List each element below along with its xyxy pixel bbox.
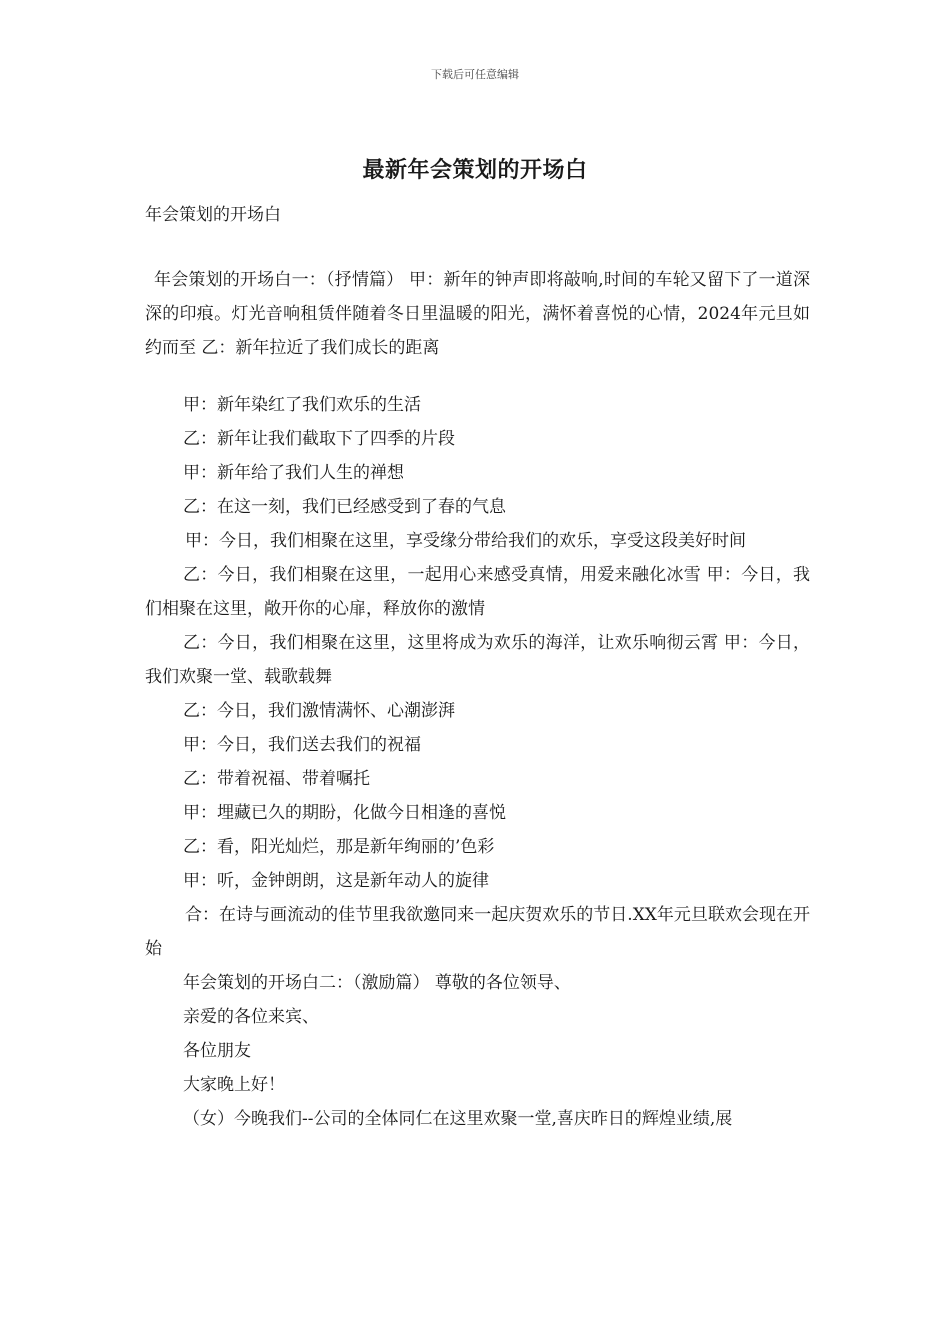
paragraph: 年会策划的开场白二：（激励篇） 尊敬的各位领导、 [183,973,571,993]
paragraph: 合：在诗与画流动的佳节里我欲邀同来一起庆贺欢乐的节日.XX年元旦联欢会现在开始 [145,905,810,959]
paragraph: 乙：在这一刻，我们已经感受到了春的气息 [183,497,506,517]
paragraph: 年会策划的开场白一：（抒情篇） 甲：新年的钟声即将敲响,时间的车轮又留下了一道深深的印痕。灯光音响租赁伴随着冬日里温暖的阳光，满怀着喜悦的心情，2024年元旦如约而至 乙：新年拉近了我们成长的距离 [145,270,810,358]
paragraph: 甲：听，金钟朗朗，这是新年动人的旋律 [183,871,489,891]
paragraph: 甲：埋藏已久的期盼，化做今日相逢的喜悦 [183,803,506,823]
paragraph: （女）今晚我们--公司的全体同仁在这里欢聚一堂,喜庆昨日的辉煌业绩,展 [183,1109,733,1129]
header-note: 下载后可任意编辑 [431,68,519,81]
paragraph: 甲：新年给了我们人生的禅想 [183,463,404,483]
document-body [145,263,810,1136]
paragraph: 大家晚上好！ [183,1075,285,1095]
paragraph: 乙：新年让我们截取下了四季的片段 [183,429,455,449]
paragraph: 亲爱的各位来宾、 [183,1007,319,1027]
paragraph: 甲：今日，我们相聚在这里，享受缘分带给我们的欢乐，享受这段美好时间 [185,531,746,551]
paragraph: 甲：今日，我们送去我们的祝福 [183,735,421,755]
paragraph: 乙：今日，我们激情满怀、心潮澎湃 [183,701,455,721]
document-title: 最新年会策划的开场白 [362,157,588,183]
paragraph: 各位朋友 [183,1041,251,1061]
paragraph: 乙：看，阳光灿烂，那是新年绚丽的’色彩 [183,837,495,857]
paragraph: 乙：带着祝福、带着嘱托 [183,769,370,789]
paragraph: 乙：今日，我们相聚在这里，一起用心来感受真情，用爱来融化冰雪 甲：今日，我们相聚在这里，敞开你的心扉，释放你的激情 [145,565,810,619]
paragraph: 乙：今日，我们相聚在这里，这里将成为欢乐的海洋，让欢乐响彻云霄 甲：今日，我们欢聚一堂、载歌载舞 [145,633,810,687]
paragraph: 甲：新年染红了我们欢乐的生活 [183,395,421,415]
document-subtitle: 年会策划的开场白 [145,205,281,225]
